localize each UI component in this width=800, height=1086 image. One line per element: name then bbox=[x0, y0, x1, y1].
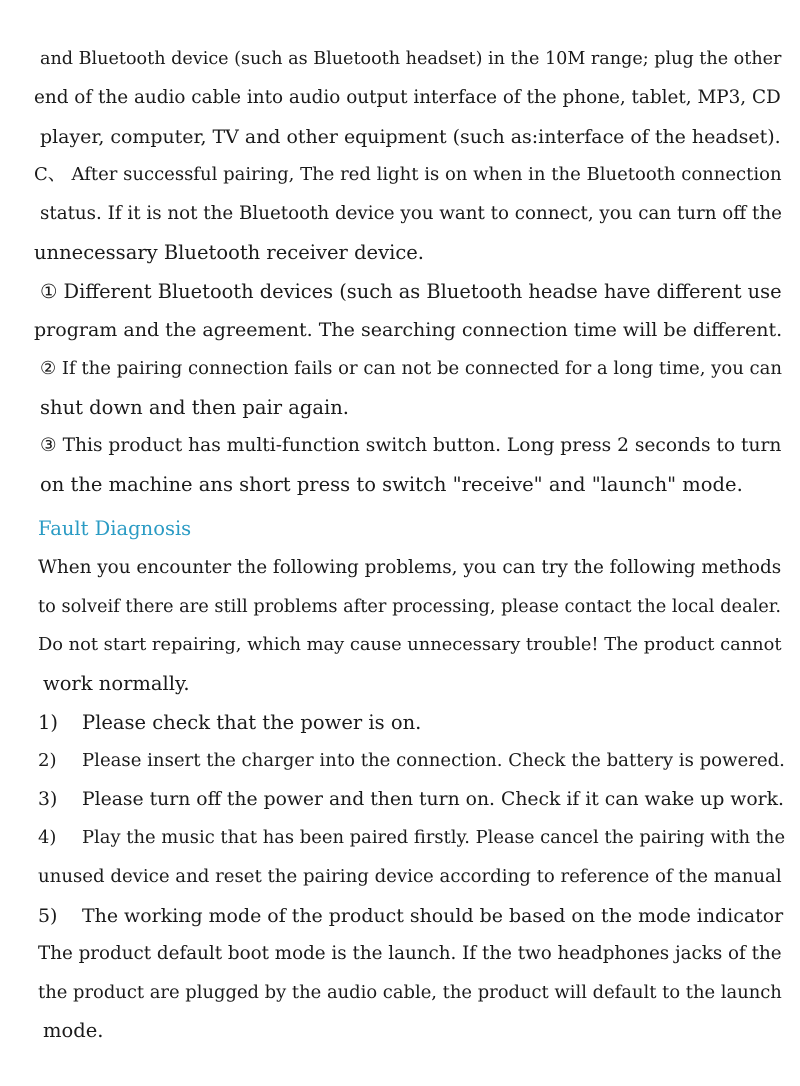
list-item-text: The working mode of the product should be based on the mode indicator bbox=[82, 905, 784, 927]
section-heading: Fault Diagnosis bbox=[38, 517, 192, 540]
list-item-number: 2) bbox=[38, 750, 57, 771]
list-item-number: 4) bbox=[38, 827, 57, 848]
list-item-number: 3) bbox=[38, 789, 58, 810]
list-item-text: Please insert the charger into the connection. Check the battery is powered. bbox=[82, 750, 785, 771]
text-line: unused device and reset the pairing device according to reference of the manual bbox=[38, 866, 782, 887]
text-line: C、 After successful pairing, The red light is on when in the Bluetooth connection bbox=[34, 164, 782, 185]
text-line: and Bluetooth device (such as Bluetooth headset) in the 10M range; plug the other bbox=[40, 49, 782, 69]
text-line: unnecessary Bluetooth receiver device. bbox=[34, 241, 424, 264]
text-line: ① Different Bluetooth devices (such as Bluetooth headse have different use bbox=[40, 280, 782, 303]
text-line: work normally. bbox=[43, 672, 190, 695]
text-line: the product are plugged by the audio cable, the product will default to the launch bbox=[38, 982, 782, 1003]
text-line: to solveif there are still problems after processing, please contact the local dealer. bbox=[38, 596, 781, 617]
list-item bbox=[38, 787, 784, 813]
list-item-text: Play the music that has been paired firstly. Please cancel the pairing with the bbox=[82, 827, 786, 848]
list-item bbox=[38, 710, 421, 736]
text-line: status. If it is not the Bluetooth device you want to connect, you can turn off the bbox=[40, 203, 782, 224]
text-line: shut down and then pair again. bbox=[40, 396, 349, 419]
text-line: Do not start repairing, which may cause unnecessary trouble! The product cannot bbox=[38, 634, 782, 655]
text-line: When you encounter the following problems, you can try the following methods bbox=[38, 557, 782, 578]
list-item-number: 5) bbox=[38, 905, 58, 927]
text-line: ③ This product has multi-function switch button. Long press 2 seconds to turn bbox=[40, 435, 782, 456]
list-item bbox=[38, 903, 783, 929]
text-line: on the machine ans short press to switch "receive" and "launch" mode. bbox=[40, 473, 743, 496]
list-item-text: Please check that the power is on. bbox=[82, 711, 422, 734]
text-line: The product default boot mode is the launch. If the two headphones jacks of the bbox=[38, 943, 782, 964]
text-line: program and the agreement. The searching connection time will be different. bbox=[34, 319, 783, 341]
list-item-number: 1) bbox=[38, 711, 59, 734]
list-item bbox=[38, 825, 785, 851]
text-line: mode. bbox=[43, 1019, 104, 1042]
text-line: ② If the pairing connection fails or can not be connected for a long time, you can bbox=[40, 358, 783, 379]
list-item bbox=[38, 748, 785, 774]
list-item-text: Please turn off the power and then turn on. Check if it can wake up work. bbox=[82, 789, 784, 810]
text-line: end of the audio cable into audio output interface of the phone, tablet, MP3, CD bbox=[34, 87, 781, 108]
text-line: player, computer, TV and other equipment (such as:interface of the headset). bbox=[40, 126, 781, 148]
